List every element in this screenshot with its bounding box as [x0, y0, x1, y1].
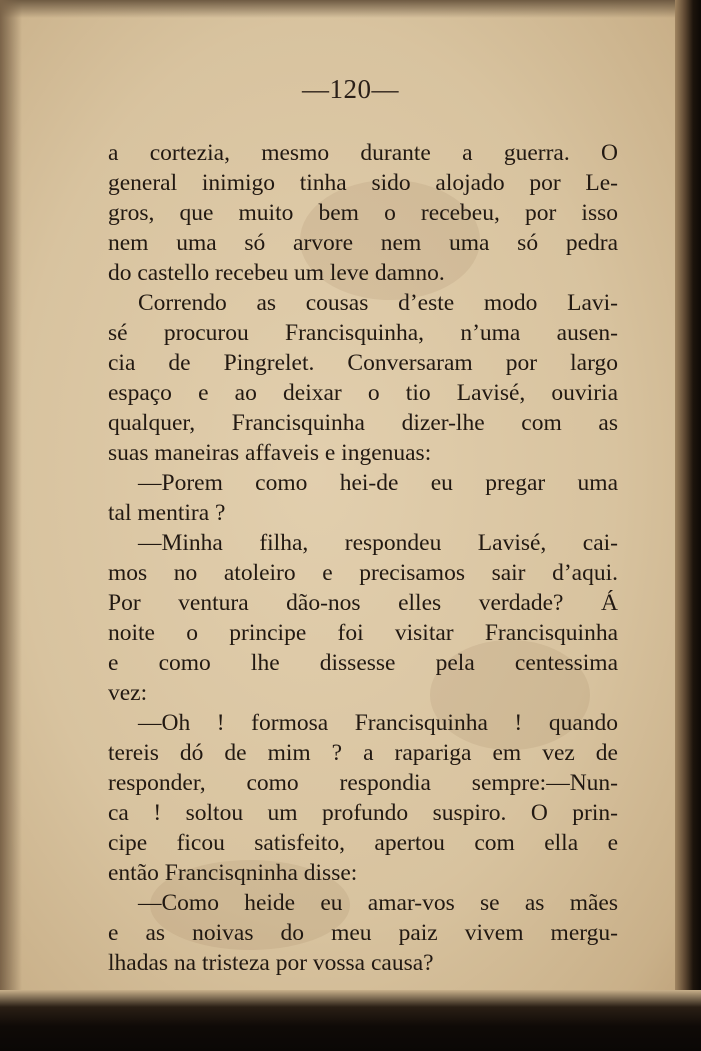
page-bottom-edge	[0, 990, 701, 1051]
text-line: Correndo as cousas d’este modo Lavi-	[138, 290, 618, 316]
text-line: tereis dó de mim ? a rapariga em vez de	[108, 740, 618, 766]
text-line: —Como heide eu amar-vos se as mães	[138, 890, 618, 916]
text-line: qualquer, Francisquinha dizer-lhe com as	[108, 410, 618, 436]
text-line: general inimigo tinha sido alojado por Le-	[108, 170, 618, 196]
text-line: do castello recebeu um leve damno.	[108, 260, 445, 286]
text-line: lhadas na tristeza por vossa causa?	[108, 950, 434, 976]
text-line: suas maneiras affaveis e ingenuas:	[108, 440, 432, 466]
text-line: sé procurou Francisquinha, n’uma ausen-	[108, 320, 618, 346]
page-edge-right	[675, 0, 701, 1051]
text-line: responder, como respondia sempre:—Nun-	[108, 770, 618, 796]
text-line: a cortezia, mesmo durante a guerra. O	[108, 140, 618, 166]
body-text	[108, 138, 618, 978]
text-line: espaço e ao deixar o tio Lavisé, ouviria	[108, 380, 618, 406]
text-line: mos no atoleiro e precisamos sair d’aqui.	[108, 560, 618, 586]
text-line: —Minha filha, respondeu Lavisé, cai-	[138, 530, 618, 556]
page-number: —120—	[302, 74, 399, 104]
text-line: ca ! soltou um profundo suspiro. O prin-	[108, 800, 618, 826]
text-line: e como lhe dissesse pela centessima	[108, 650, 618, 676]
text-line: noite o principe foi visitar Francisquinha	[108, 620, 618, 646]
text-line: então Francisqninha disse:	[108, 860, 358, 886]
text-line: gros, que muito bem o recebeu, por isso	[108, 200, 618, 226]
text-line: tal mentira ?	[108, 500, 226, 526]
text-line: cipe ficou satisfeito, apertou com ella e	[108, 830, 618, 856]
text-line: —Porem como hei-de eu pregar uma	[138, 470, 618, 496]
text-line: —Oh ! formosa Francisquinha ! quando	[138, 710, 618, 736]
page-edge-top	[0, 0, 701, 18]
page-edge-left	[0, 0, 22, 1051]
text-line: cia de Pingrelet. Conversaram por largo	[108, 350, 618, 376]
text-line: e as noivas do meu paiz vivem mergu-	[108, 920, 618, 946]
text-line: nem uma só arvore nem uma só pedra	[108, 230, 618, 256]
text-line: vez:	[108, 680, 148, 706]
text-line: Por ventura dão-nos elles verdade? Á	[108, 590, 618, 616]
